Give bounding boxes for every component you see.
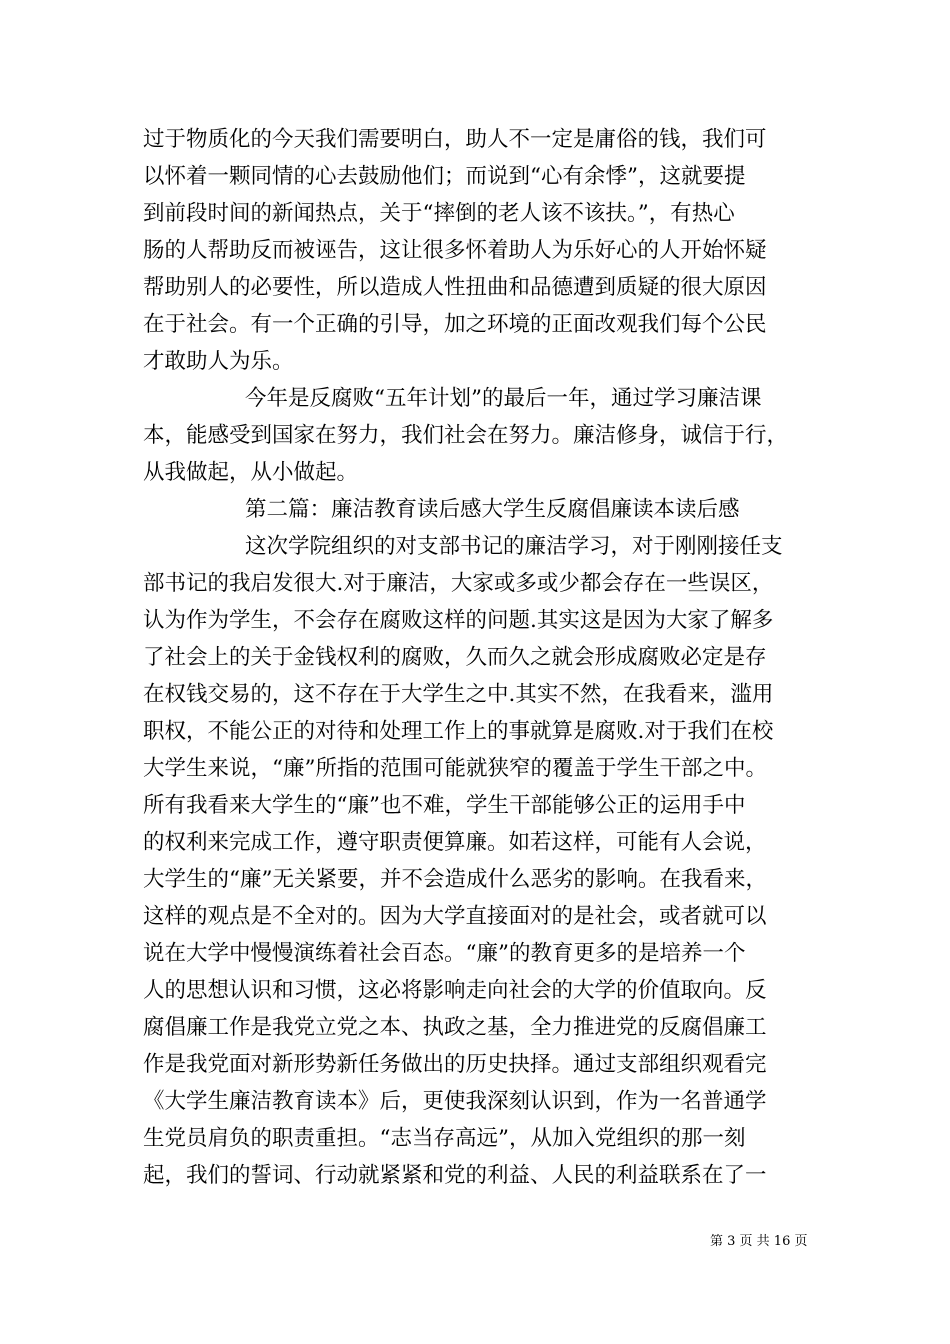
body-text-line: 部书记的我启发很大.对于廉洁，大家或多或少都会存在一些误区， (143, 571, 774, 596)
body-text-line: 到前段时间的新闻热点，关于“摔倒的老人该不该扶。”，有热心 (143, 201, 735, 226)
body-text-line: 生党员肩负的职责重担。“志当存高远”，从加入党组织的那一刻 (143, 1126, 746, 1151)
body-text-line: 在权钱交易的，这不存在于大学生之中.其实不然，在我看来，滥用 (143, 682, 774, 707)
body-text-line: 这样的观点是不全对的。因为大学直接面对的是社会，或者就可以 (143, 904, 767, 929)
body-text-line: 所有我看来大学生的“廉”也不难，学生干部能够公正的运用手中 (143, 793, 746, 818)
body-text-line: 从我做起，从小做起。 (143, 460, 359, 485)
body-text-line: 认为作为学生，不会存在腐败这样的问题.其实这是因为大家了解多 (143, 608, 774, 633)
body-text-line: 《大学生廉洁教育读本》后，更使我深刻认识到，作为一名普通学 (143, 1089, 767, 1114)
body-text-line: 人的思想认识和习惯，这必将影响走向社会的大学的价值取向。反 (143, 978, 767, 1003)
body-text-line: 起，我们的誓词、行动就紧紧和党的利益、人民的利益联系在了一 (143, 1163, 767, 1188)
body-text-line: 作是我党面对新形势新任务做出的历史抉择。通过支部组织观看完 (143, 1052, 767, 1077)
body-text-line: 帮助别人的必要性，所以造成人性扭曲和品德遭到质疑的很大原因 (143, 275, 767, 300)
body-text-line: 了社会上的关于金钱权利的腐败，久而久之就会形成腐败必定是存 (143, 645, 767, 670)
page-number-footer: 第 3 页 共 16 页 (710, 1234, 808, 1249)
body-text-line: 的权利来完成工作，遵守职责便算廉。如若这样，可能有人会说， (143, 830, 767, 855)
body-text-line: 才敢助人为乐。 (143, 349, 294, 374)
body-text-line: 本，能感受到国家在努力，我们社会在努力。廉洁修身，诚信于行， (143, 423, 789, 448)
body-text-line: 过于物质化的今天我们需要明白，助人不一定是庸俗的钱，我们可 (143, 127, 767, 152)
paragraph-first-line: 今年是反腐败“五年计划”的最后一年，通过学习廉洁课 (245, 386, 762, 411)
body-text-line: 肠的人帮助反而被诬告，这让很多怀着助人为乐好心的人开始怀疑 (143, 238, 767, 263)
body-text-line: 大学生的“廉”无关紧要，并不会造成什么恶劣的影响。在我看来， (143, 867, 767, 892)
body-text-line: 在于社会。有一个正确的引导，加之环境的正面改观我们每个公民 (143, 312, 767, 337)
body-text-line: 职权，不能公正的对待和处理工作上的事就算是腐败.对于我们在校 (143, 719, 774, 744)
body-text-line: 腐倡廉工作是我党立党之本、执政之基，全力推进党的反腐倡廉工 (143, 1015, 767, 1040)
body-text-line: 以怀着一颗同情的心去鼓励他们；而说到“心有余悸”，这就要提 (143, 164, 746, 189)
section-heading: 第二篇：廉洁教育读后感大学生反腐倡廉读本读后感 (245, 497, 740, 522)
paragraph-first-line: 这次学院组织的对支部书记的廉洁学习，对于刚刚接任支 (245, 534, 783, 559)
body-text-line: 大学生来说，“廉”所指的范围可能就狭窄的覆盖于学生干部之中。 (143, 756, 767, 781)
body-text-line: 说在大学中慢慢演练着社会百态。“廉”的教育更多的是培养一个 (143, 941, 746, 966)
